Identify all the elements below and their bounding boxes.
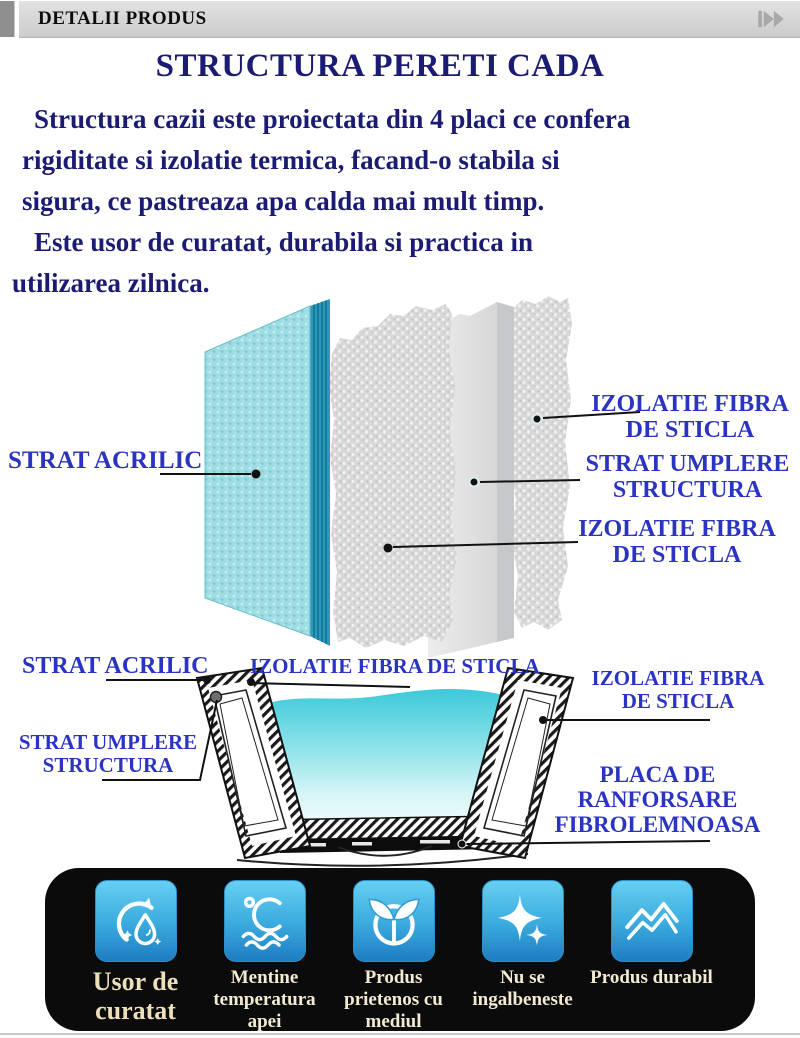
label-fiberglass-center: IZOLATIE FIBRA DE STICLA (250, 654, 540, 678)
durable-product-icon (621, 890, 683, 952)
intro-paragraph (8, 99, 792, 304)
feature-no-yellowing (458, 880, 587, 1031)
intro-line: rigiditate si izolatie termica, facand-o stabila si (22, 145, 560, 175)
label-fiberglass-mid: IZOLATIE FIBRA DE STICLA (578, 516, 776, 568)
label-filler-section: STRAT UMPLERE STRUCTURA (18, 730, 198, 777)
easy-clean-icon (105, 890, 167, 952)
fiberglass-sheet-back (508, 296, 572, 630)
acrylic-panel-edge (310, 299, 330, 646)
feature-label: Produs prietenos cu mediul (344, 967, 443, 1032)
feature-durable (587, 880, 716, 1031)
intro-line: utilizarea zilnica. (12, 268, 210, 298)
water-temperature-icon (234, 890, 296, 952)
feature-temperature (200, 880, 329, 1031)
feature-label: Usor de curatat (92, 967, 179, 1025)
label-acrylic-layer: STRAT ACRILIC (8, 447, 203, 474)
feature-tile (482, 880, 564, 962)
header-title: DETALII PRODUS (38, 8, 207, 29)
feature-tile (224, 880, 306, 962)
feature-easy-clean (71, 880, 200, 1031)
label-reinforcement-plate: PLACA DE RANFORSARE FIBROLEMNOASA (554, 762, 761, 837)
feature-label: Mentine temperatura apei (213, 967, 316, 1032)
feature-tile (353, 880, 435, 962)
label-acrylic-section: STRAT ACRILIC (22, 653, 209, 679)
header-left-block (0, 1, 15, 37)
intro-line: Este usor de curatat, durabila si practica in (34, 227, 533, 257)
feature-eco (329, 880, 458, 1031)
feature-tile (95, 880, 177, 962)
feature-label: Nu se ingalbeneste (472, 967, 573, 1010)
feature-label: Produs durabil (590, 967, 713, 988)
page-title: STRUCTURA PERETI CADA (155, 48, 605, 84)
bottom-divider (0, 1033, 800, 1035)
label-filler-structure: STRAT UMPLERE STRUCTURA (585, 451, 790, 503)
fiberglass-sheet-front (329, 304, 457, 648)
label-fiberglass-top: IZOLATIE FIBRA DE STICLA (591, 391, 789, 443)
features-bar (45, 868, 755, 1031)
label-fiberglass-right: IZOLATIE FIBRA DE STICLA (591, 666, 765, 713)
skip-forward-icon[interactable] (754, 8, 790, 30)
eco-friendly-icon (363, 890, 425, 952)
feature-tile (611, 880, 693, 962)
no-yellowing-sparkle-icon (492, 890, 554, 952)
intro-line: sigura, ce pastreaza apa calda mai mult timp. (22, 186, 545, 216)
intro-line: Structura cazii este proiectata din 4 placi ce confera (34, 104, 631, 134)
